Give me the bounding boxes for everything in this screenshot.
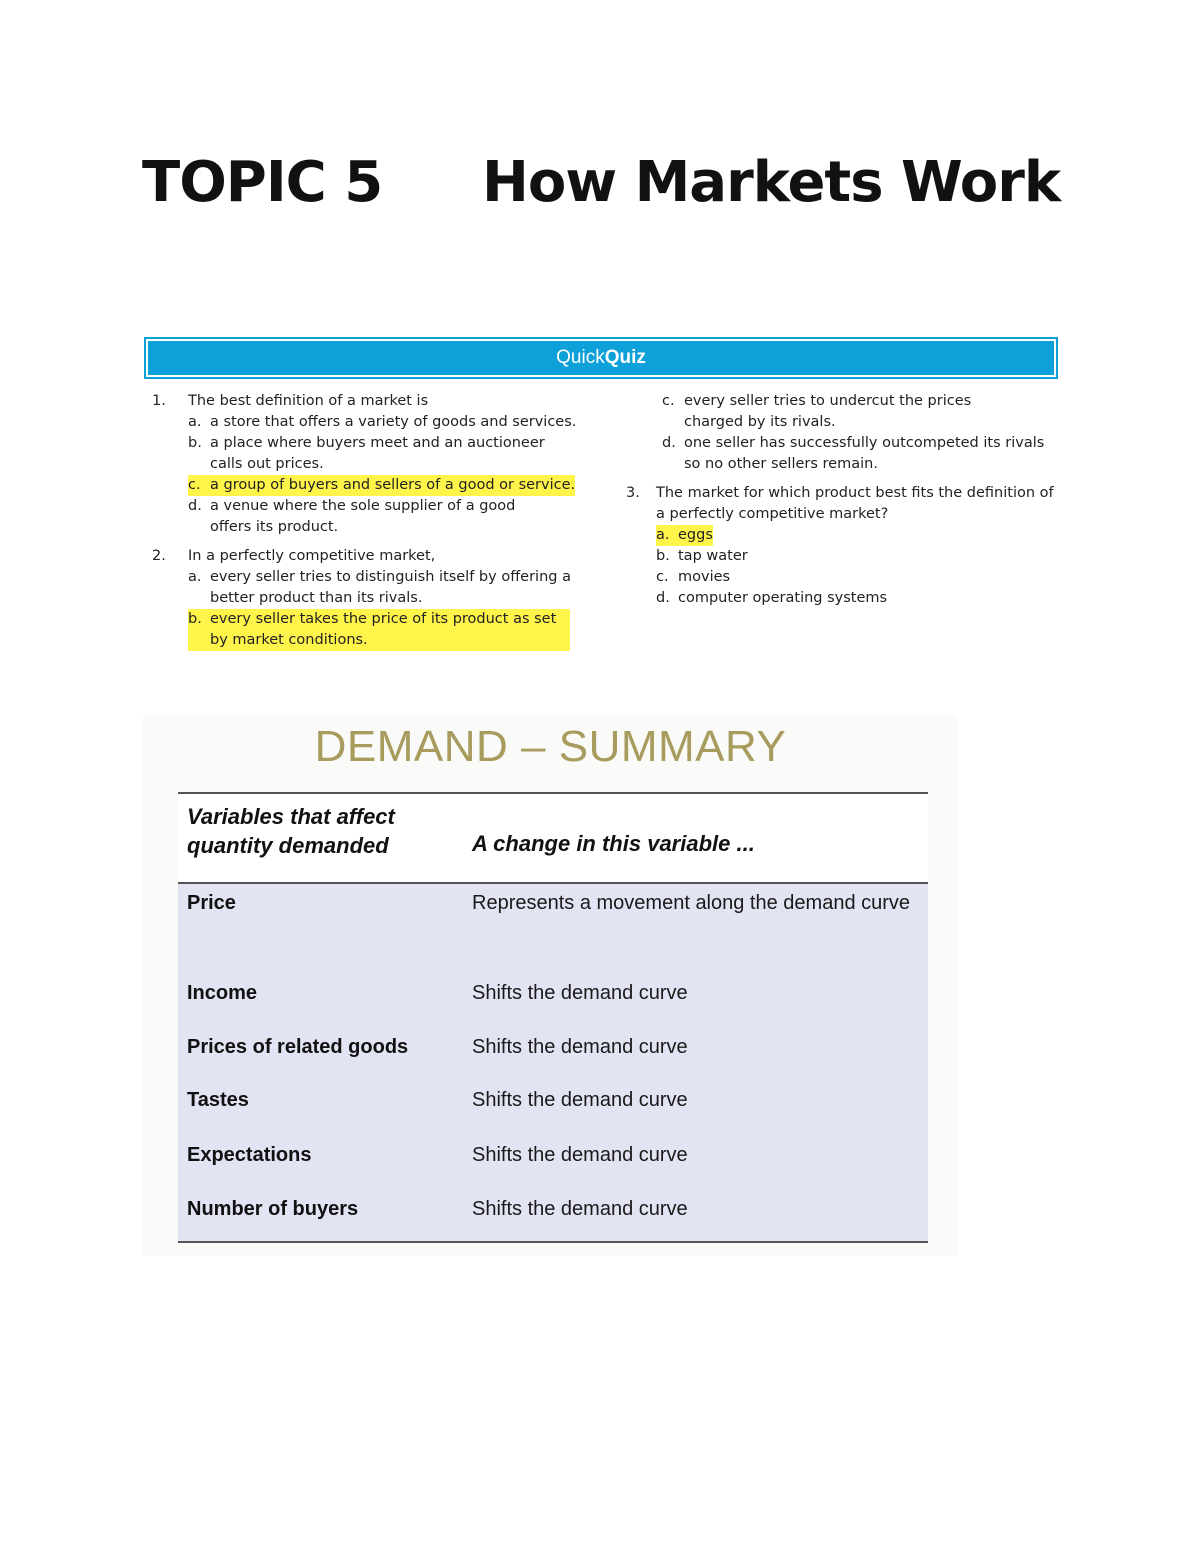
- option-text: every seller tries to undercut the prices charged by its rivals.: [684, 393, 972, 430]
- effect-cell: Shifts the demand curve: [472, 1144, 688, 1166]
- question-1: [152, 391, 592, 412]
- quiz-column-left: [152, 391, 592, 651]
- option-text: a place where buyers meet and an auctioneer calls out prices.: [210, 435, 545, 472]
- option-text: movies: [678, 569, 731, 585]
- variable-cell: Expectations: [187, 1144, 312, 1166]
- table-body: [178, 884, 928, 1241]
- option: [188, 567, 592, 609]
- option: [188, 412, 592, 433]
- quiz-header-light: Quick: [556, 347, 605, 368]
- effect-cell: Shifts the demand curve: [472, 1089, 688, 1111]
- option-correct: [656, 525, 1056, 546]
- page-title: [142, 150, 1062, 230]
- option-correct: [188, 609, 592, 651]
- question-number: 2.: [152, 548, 166, 564]
- effect-cell: Shifts the demand curve: [472, 1036, 688, 1058]
- demand-summary-title: DEMAND – SUMMARY: [314, 722, 787, 771]
- option-correct: [188, 475, 592, 496]
- quiz-header-bold: Quiz: [604, 347, 646, 368]
- table-header: [178, 794, 928, 882]
- effect-cell: Shifts the demand curve: [472, 1198, 688, 1220]
- option-letter: a.: [188, 569, 202, 585]
- question-number: 3.: [626, 485, 640, 501]
- option-letter: c.: [662, 393, 675, 409]
- option: [656, 567, 1056, 588]
- question-3: [626, 483, 1056, 525]
- option: [662, 433, 1056, 475]
- option-text: computer operating systems: [678, 590, 888, 606]
- option-letter: b.: [188, 609, 210, 651]
- quiz-column-right: [626, 391, 1056, 609]
- option-letter: c.: [188, 475, 210, 496]
- variable-cell: Tastes: [187, 1089, 249, 1111]
- question-2: [152, 546, 592, 567]
- variable-cell: Number of buyers: [187, 1198, 359, 1220]
- option-letter: a.: [656, 525, 678, 546]
- option: [656, 546, 1056, 567]
- effect-cell: Shifts the demand curve: [472, 982, 688, 1004]
- option-letter: b.: [656, 548, 670, 564]
- question-stem: The best definition of a market is: [188, 393, 429, 409]
- option-letter: d.: [656, 590, 670, 606]
- variable-cell: Prices of related goods: [187, 1036, 409, 1058]
- option-text: every seller tries to distinguish itself by offering a better product than its rivals.: [210, 569, 571, 606]
- option: [662, 391, 1056, 433]
- header-change: A change in this variable ...: [472, 831, 755, 856]
- variable-cell: Price: [187, 892, 236, 914]
- question-stem: In a perfectly competitive market,: [188, 548, 436, 564]
- demand-summary: [143, 716, 958, 1256]
- header-variables: Variables that affect quantity demanded: [187, 804, 395, 858]
- topic-name: How Markets Work: [482, 150, 1061, 215]
- option-letter: c.: [656, 569, 669, 585]
- variable-cell: Income: [187, 982, 258, 1004]
- option-text: one seller has successfully outcompeted its rivals so no other sellers remain.: [684, 435, 1045, 472]
- option-text: every seller takes the price of its product as set by market conditions.: [210, 609, 570, 651]
- option-text: a venue where the sole supplier of a good offers its product.: [210, 498, 516, 535]
- effect-cell: Represents a movement along the demand curve: [472, 892, 911, 914]
- option: [188, 433, 592, 475]
- option: [656, 588, 1056, 609]
- option-text: a group of buyers and sellers of a good or service.: [210, 475, 575, 496]
- option-letter: d.: [188, 498, 202, 514]
- quiz-header: [144, 337, 1058, 379]
- option-text: eggs: [678, 525, 713, 546]
- option: [188, 496, 592, 538]
- question-stem: The market for which product best fits the definition of a perfectly competitive market?: [656, 485, 1054, 522]
- topic-number: TOPIC 5: [142, 150, 383, 215]
- question-number: 1.: [152, 393, 166, 409]
- option-text: a store that offers a variety of goods and services.: [210, 414, 577, 430]
- option-text: tap water: [678, 548, 748, 564]
- quick-quiz: [144, 337, 1058, 699]
- option-letter: b.: [188, 435, 202, 451]
- option-letter: a.: [188, 414, 202, 430]
- option-letter: d.: [662, 435, 676, 451]
- demand-table: [178, 792, 928, 1243]
